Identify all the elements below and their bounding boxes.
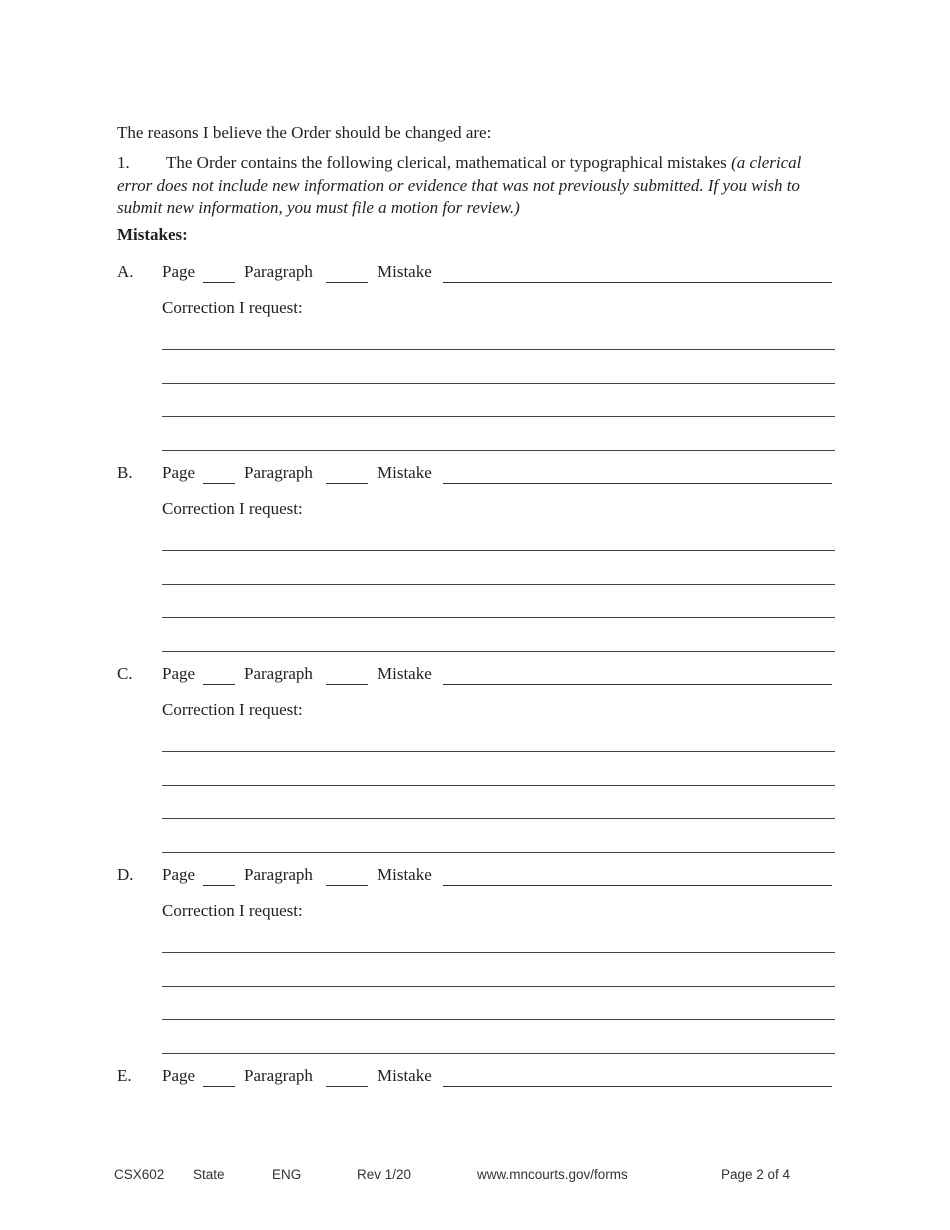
correction-line[interactable]: [162, 416, 835, 417]
mistake-field[interactable]: [443, 684, 832, 685]
footer-form-id: CSX602: [114, 1167, 165, 1182]
entry-letter: E.: [117, 1066, 132, 1085]
mistake-label: Mistake: [377, 1066, 432, 1085]
page-number-field[interactable]: [203, 1086, 235, 1087]
mistake-label: Mistake: [377, 664, 432, 683]
correction-line[interactable]: [162, 818, 835, 819]
footer-revision: Rev 1/20: [357, 1167, 412, 1182]
page-label: Page: [162, 865, 196, 884]
item-1-italic-note: (a clerical error does not include new information or evidence that was not previously submitted. If you wish to submit new information, you must file a motion for review.): [117, 153, 802, 217]
item-1-text: The Order contains the following clerical, mathematical or typographical mistakes: [166, 153, 732, 172]
mistake-field[interactable]: [443, 885, 832, 886]
paragraph-label: Paragraph: [244, 262, 313, 281]
correction-line[interactable]: [162, 349, 835, 350]
paragraph-number-field[interactable]: [326, 885, 368, 886]
correction-line[interactable]: [162, 751, 835, 752]
correction-label: Correction I request:: [162, 499, 303, 518]
paragraph-label: Paragraph: [244, 1066, 313, 1085]
intro-text: The reasons I believe the Order should be changed are:: [117, 123, 492, 142]
footer-page-number: Page 2 of 4: [721, 1167, 791, 1182]
mistake-label: Mistake: [377, 262, 432, 281]
footer-url: www.mncourts.gov/forms: [477, 1167, 628, 1182]
correction-label: Correction I request:: [162, 298, 303, 317]
entry-letter: B.: [117, 463, 133, 482]
correction-line[interactable]: [162, 986, 835, 987]
correction-line[interactable]: [162, 550, 835, 551]
correction-line[interactable]: [162, 617, 835, 618]
item-1-number: 1.: [117, 153, 130, 172]
page-number-field[interactable]: [203, 885, 235, 886]
correction-label: Correction I request:: [162, 700, 303, 719]
mistake-label: Mistake: [377, 865, 432, 884]
correction-line[interactable]: [162, 1053, 835, 1054]
entry-letter: A.: [117, 262, 134, 281]
page-label: Page: [162, 1066, 196, 1085]
mistakes-heading: Mistakes:: [117, 225, 188, 244]
page-number-field[interactable]: [203, 483, 235, 484]
paragraph-number-field[interactable]: [326, 1086, 368, 1087]
page-label: Page: [162, 463, 196, 482]
entry-letter: D.: [117, 865, 134, 884]
paragraph-number-field[interactable]: [326, 684, 368, 685]
paragraph-label: Paragraph: [244, 463, 313, 482]
mistake-label: Mistake: [377, 463, 432, 482]
mistake-field[interactable]: [443, 483, 832, 484]
correction-line[interactable]: [162, 383, 835, 384]
item-1-paragraph: [117, 152, 837, 220]
footer-jurisdiction: State: [193, 1167, 225, 1182]
correction-line[interactable]: [162, 952, 835, 953]
correction-line[interactable]: [162, 450, 835, 451]
footer-language: ENG: [272, 1167, 302, 1182]
paragraph-number-field[interactable]: [326, 483, 368, 484]
page-label: Page: [162, 664, 196, 683]
correction-line[interactable]: [162, 785, 835, 786]
mistake-field[interactable]: [443, 1086, 832, 1087]
correction-line[interactable]: [162, 1019, 835, 1020]
paragraph-number-field[interactable]: [326, 282, 368, 283]
correction-label: Correction I request:: [162, 901, 303, 920]
page-label: Page: [162, 262, 196, 281]
correction-line[interactable]: [162, 852, 835, 853]
correction-line[interactable]: [162, 584, 835, 585]
correction-line[interactable]: [162, 651, 835, 652]
mistake-field[interactable]: [443, 282, 832, 283]
entry-letter: C.: [117, 664, 133, 683]
page-number-field[interactable]: [203, 282, 235, 283]
page-number-field[interactable]: [203, 684, 235, 685]
paragraph-label: Paragraph: [244, 865, 313, 884]
paragraph-label: Paragraph: [244, 664, 313, 683]
